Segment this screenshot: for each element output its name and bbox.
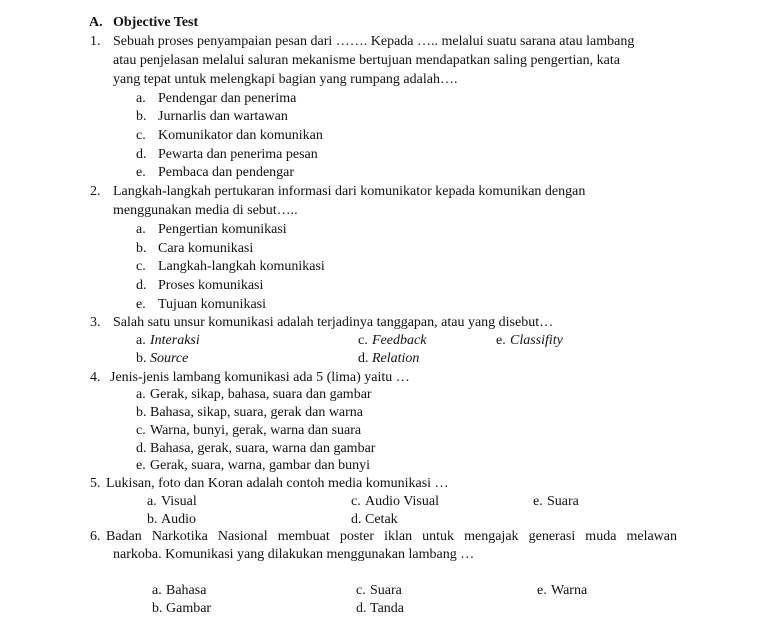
option-text: Suara	[547, 494, 579, 509]
question-number: 3.	[90, 315, 101, 330]
option-text: Tanda	[370, 601, 405, 616]
option-text: Audio Visual	[365, 494, 439, 509]
option-letter: b.	[136, 351, 147, 366]
option-text: Pewarta dan penerima pesan	[158, 147, 318, 162]
question-number: 2.	[90, 184, 101, 199]
option-text: Feedback	[372, 333, 427, 348]
question-text-line: Jenis-jenis lambang komunikasi ada 5 (lima) yaitu …	[110, 370, 410, 385]
option-text: Pendengar dan penerima	[158, 91, 297, 106]
question-number: 5.	[90, 476, 101, 491]
option-text: Warna, bunyi, gerak, warna dan suara	[150, 423, 362, 438]
question-number: 1.	[90, 34, 101, 49]
question-number: 6.	[90, 529, 101, 544]
question-text-line: narkoba. Komunikasi yang dilakukan menggunakan lambang …	[113, 547, 475, 562]
option-letter: b.	[136, 405, 147, 420]
option-letter: a.	[136, 333, 146, 348]
option-text: Bahasa, gerak, suara, warna dan gambar	[150, 441, 376, 456]
option-text: Audio	[161, 512, 196, 527]
question-text-line: Lukisan, foto dan Koran adalah contoh media komunikasi …	[106, 476, 449, 491]
option-letter: d.	[351, 512, 362, 527]
question-text-line: atau penjelasan melalui saluran mekanisme bertujuan mendapatkan saling pengertian, kata	[113, 53, 620, 68]
option-letter: e.	[537, 583, 547, 598]
option-letter: c.	[356, 583, 366, 598]
option-letter: a.	[152, 583, 162, 598]
option-letter: d.	[136, 441, 147, 456]
question-text-line: menggunakan media di sebut…..	[113, 203, 298, 218]
section-title: Objective Test	[113, 15, 199, 30]
option-text: Warna	[551, 583, 588, 598]
option-text: Gerak, suara, warna, gambar dan bunyi	[150, 458, 371, 473]
option-text: Pengertian komunikasi	[158, 222, 287, 237]
option-letter: b.	[136, 241, 147, 256]
question-text-line: Salah satu unsur komunikasi adalah terjadinya tanggapan, atau yang disebut…	[113, 315, 554, 330]
option-letter: d.	[358, 351, 369, 366]
option-text: Interaksi	[150, 333, 200, 348]
option-letter: e.	[496, 333, 506, 348]
option-text: Source	[150, 351, 189, 366]
option-text: Classifity	[510, 333, 563, 348]
option-text: Gerak, sikap, bahasa, suara dan gambar	[150, 387, 372, 402]
option-text: Cetak	[365, 512, 398, 527]
option-text: Gambar	[166, 601, 212, 616]
question-text-line: Sebuah proses penyampaian pesan dari ……. Kepada ….. melalui suatu sarana atau lambang	[113, 34, 635, 49]
question-text-line: Langkah-langkah pertukaran informasi dari komunikator kepada komunikan dengan	[113, 184, 586, 199]
option-letter: c.	[136, 259, 146, 274]
option-letter: e.	[533, 494, 543, 509]
option-letter: e.	[136, 165, 146, 180]
option-letter: e.	[136, 297, 146, 312]
question-number: 4.	[90, 370, 101, 385]
option-letter: b.	[136, 109, 147, 124]
option-letter: d.	[136, 147, 147, 162]
option-letter: a.	[147, 494, 157, 509]
option-text: Proses komunikasi	[158, 278, 264, 293]
option-text: Suara	[370, 583, 402, 598]
option-letter: c.	[358, 333, 368, 348]
option-letter: a.	[136, 222, 146, 237]
option-text: Relation	[372, 351, 420, 366]
question-text-line: Badan Narkotika Nasional membuat poster iklan untuk mengajak generasi muda melawan	[106, 529, 677, 544]
option-text: Cara komunikasi	[158, 241, 254, 256]
question-text-line: yang tepat untuk melengkapi bagian yang rumpang adalah….	[113, 72, 458, 87]
option-letter: a.	[136, 91, 146, 106]
option-letter: d.	[356, 601, 367, 616]
option-text: Tujuan komunikasi	[158, 297, 266, 312]
option-text: Komunikator dan komunikan	[158, 128, 323, 143]
option-letter: a.	[136, 387, 146, 402]
option-text: Visual	[161, 494, 197, 509]
option-letter: b.	[147, 512, 158, 527]
option-text: Bahasa	[166, 583, 207, 598]
option-letter: d.	[136, 278, 147, 293]
option-letter: e.	[136, 458, 146, 473]
option-text: Jurnarlis dan wartawan	[158, 109, 288, 124]
option-text: Pembaca dan pendengar	[158, 165, 295, 180]
option-letter: c.	[136, 423, 146, 438]
option-text: Langkah-langkah komunikasi	[158, 259, 325, 274]
option-letter: b.	[152, 601, 163, 616]
option-text: Bahasa, sikap, suara, gerak dan warna	[150, 405, 364, 420]
option-letter: c.	[351, 494, 361, 509]
section-letter: A.	[89, 15, 103, 30]
option-letter: c.	[136, 128, 146, 143]
